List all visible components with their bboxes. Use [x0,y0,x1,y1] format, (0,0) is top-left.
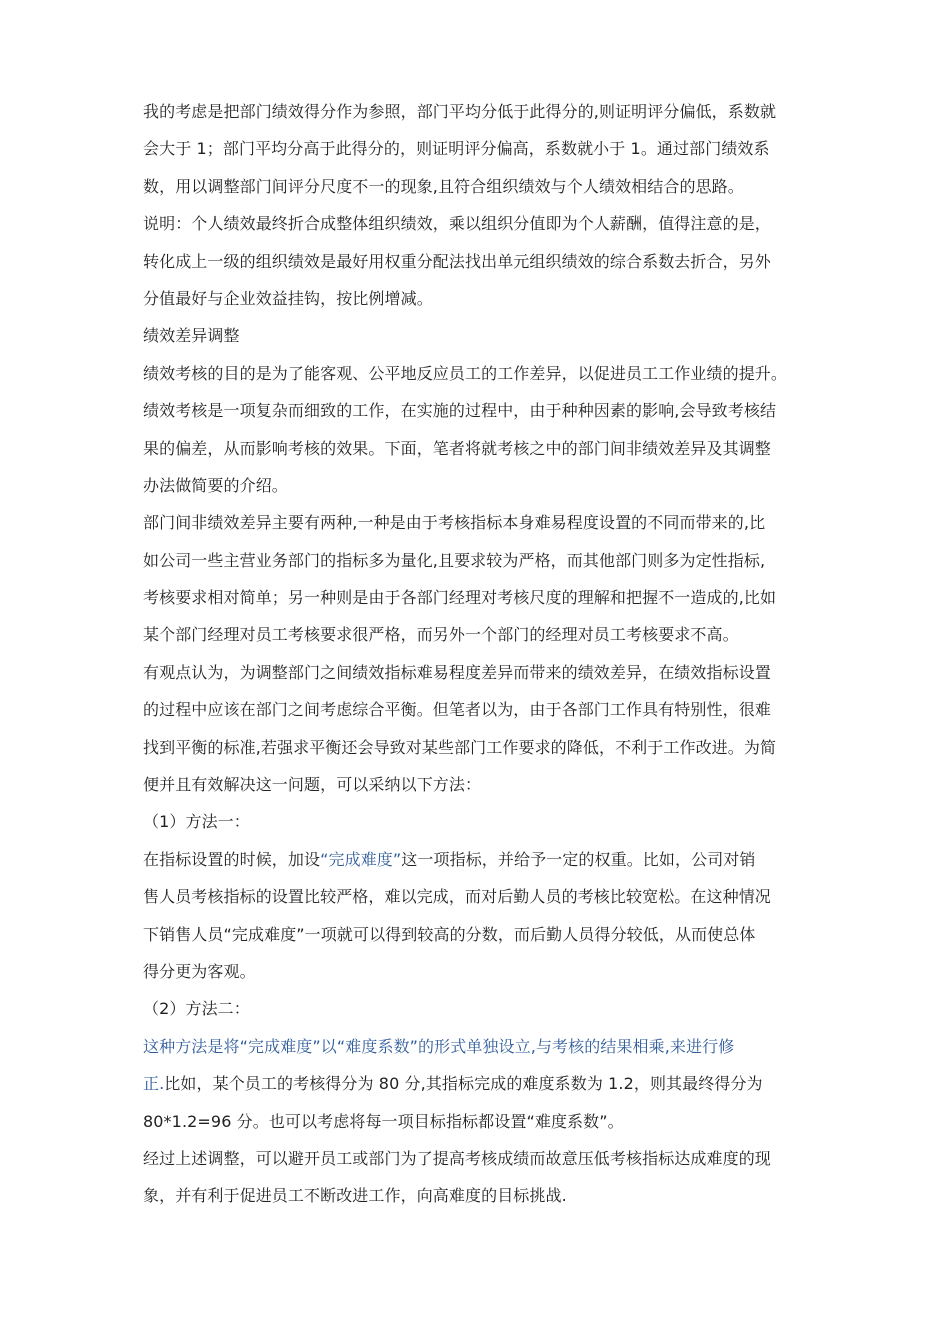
text-segment: 考核要求相对简单；另一种则是由于各部门经理对考核尺度的理解和把握不一造成的,比如 [143,588,777,608]
text-line [143,654,823,691]
text-line [143,729,823,766]
text-segment: 的过程中应该在部门之间考虑综合平衡。但笔者以为，由于各部门工作具有特别性，很难 [143,700,771,720]
text-line [143,243,823,280]
text-segment: 经过上述调整，可以避开员工或部门为了提高考核成绩而故意压低考核指标达成难度的现 [143,1148,771,1168]
text-segment: 如公司一些主营业务部门的指标多为量化,且要求较为严格，而其他部门则多为定性指标, [143,550,766,570]
text-segment: （2）方法二： [143,999,250,1019]
text-line [143,616,823,653]
text-segment: 数，用以调整部门间评分尺度不一的现象,且符合组织绩效与个人绩效相结合的思路。 [143,176,744,196]
text-line [143,691,823,728]
text-line [143,280,823,317]
text-line [143,953,823,990]
text-segment: 绩效差异调整 [143,326,240,346]
text-segment: 我的考虑是把部门绩效得分作为参照，部门平均分低于此得分的,则证明评分偏低，系数就 [143,102,777,121]
text-line [143,130,823,167]
highlighted-text: 这种方法是将“完成难度”以“难度系数”的形式单独设立,与考核的结果相乘,来进行修 [143,1036,735,1056]
text-segment: 下销售人员“完成难度”一项就可以得到较高的分数，而后勤人员得分较低，从而使总体 [143,924,756,944]
text-segment: 办法做简要的介绍。 [143,475,288,495]
text-line [143,1177,823,1214]
text-line [143,317,823,354]
text-segment: 部门间非绩效差异主要有两种,一种是由于考核指标本身难易程度设置的不同而带来的,比 [143,513,766,533]
text-line [143,93,823,130]
text-segment: 售人员考核指标的设置比较严格，难以完成，而对后勤人员的考核比较宽松。在这种情况 [143,887,771,907]
text-segment: 分值最好与企业效益挂钩，按比例增减。 [143,288,433,308]
text-segment: 果的偏差，从而影响考核的效果。下面，笔者将就考核之中的部门间非绩效差异及其调整 [143,438,771,458]
text-line [143,168,823,205]
text-segment: 找到平衡的标准,若强求平衡还会导致对某些部门工作要求的降低，不利于工作改进。为简 [143,737,777,757]
text-line [143,916,823,953]
document-body [143,93,823,1215]
text-segment: 象，并有利于促进员工不断改进工作，向高难度的目标挑战. [143,1186,567,1206]
text-segment: 这一项指标，并给予一定的权重。比如，公司对销 [401,849,756,869]
text-segment: 在指标设置的时候，加设 [143,849,321,869]
text-segment: 比如，某个员工的考核得分为 80 分,其指标完成的难度系数为 1.2，则其最终得分为 [164,1074,763,1094]
text-segment: 便并且有效解决这一问题，可以采纳以下方法： [143,775,482,795]
text-segment: 某个部门经理对员工考核要求很严格，而另外一个部门的经理对员工考核要求不高。 [143,625,739,645]
text-line [143,579,823,616]
text-line [143,542,823,579]
text-line [143,1103,823,1140]
text-line [143,205,823,242]
text-line [143,766,823,803]
text-line [143,504,823,541]
text-line [143,1028,823,1065]
text-segment: 说明：个人绩效最终折合成整体组织绩效，乘以组织分值即为个人薪酬，值得注意的是， [143,214,771,234]
text-segment: 得分更为客观。 [143,961,256,981]
text-segment: 转化成上一级的组织绩效是最好用权重分配法找出单元组织绩效的综合系数去折合，另外 [143,251,771,271]
text-segment: 80*1.2=96 分。也可以考虑将每一项目标指标都设置“难度系数”。 [143,1111,624,1131]
text-line [143,990,823,1027]
text-line [143,467,823,504]
text-segment: 绩效考核的目的是为了能客观、公平地反应员工的工作差异，以促进员工工作业绩的提升。 [143,363,788,383]
text-line [143,355,823,392]
text-line [143,841,823,878]
text-segment: （1）方法一： [143,812,250,832]
text-line [143,392,823,429]
highlighted-text: 正. [143,1074,165,1094]
text-line [143,803,823,840]
text-line [143,430,823,467]
text-segment: 绩效考核是一项复杂而细致的工作，在实施的过程中，由于种种因素的影响,会导致考核结 [143,401,777,421]
text-line [143,878,823,915]
text-line [143,1140,823,1177]
text-segment: 会大于 1；部门平均分高于此得分的，则证明评分偏高，系数就小于 1。通过部门绩效系 [143,139,770,159]
text-segment: 有观点认为，为调整部门之间绩效指标难易程度差异而带来的绩效差异，在绩效指标设置 [143,662,771,682]
text-line [143,1065,823,1102]
highlighted-text: “完成难度” [320,849,402,869]
